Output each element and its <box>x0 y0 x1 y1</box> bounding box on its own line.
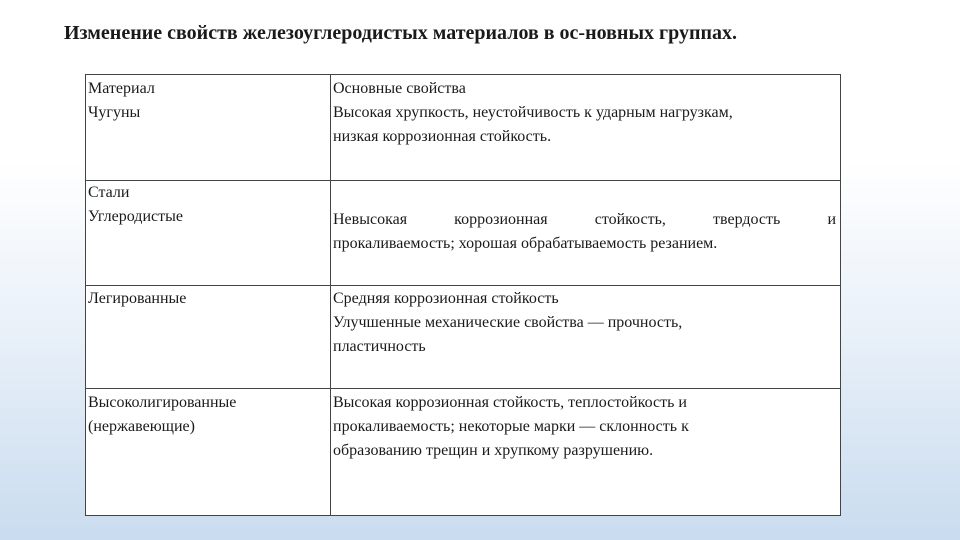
header-properties: Основные свойства <box>333 80 466 97</box>
material-cast-iron: Чугуны <box>88 104 141 121</box>
properties-high-alloyed-line2: прокаливаемость; некоторые марки — склонность к <box>333 418 689 435</box>
material-carbon-steels: Углеродистые <box>88 208 183 225</box>
material-high-alloyed-line1: Высоколигированные <box>88 394 237 411</box>
material-steels: Стали <box>88 184 130 201</box>
cell-material-alloyed <box>88 287 326 311</box>
properties-alloyed-line1: Средняя коррозионная стойкость <box>333 290 559 307</box>
properties-high-alloyed-line3: образованию трещин и хрупкому разрушению. <box>333 442 654 459</box>
properties-table <box>85 74 841 516</box>
properties-high-alloyed-line1: Высокая коррозионная стойкость, теплостойкость и <box>333 394 687 411</box>
cell-properties-cast-iron <box>333 77 836 149</box>
row-divider <box>86 388 840 389</box>
cell-properties-carbon-steels <box>333 208 836 256</box>
material-alloyed: Легированные <box>88 290 187 307</box>
properties-cast-iron-line2: низкая коррозионная стойкость. <box>333 128 552 145</box>
cell-properties-alloyed <box>333 287 836 359</box>
properties-alloyed-line2: Улучшенные механические свойства — прочность, <box>333 314 683 331</box>
properties-cast-iron-line1: Высокая хрупкость, неустойчивость к ударным нагрузкам, <box>333 104 733 121</box>
cell-material-high-alloyed <box>88 391 326 439</box>
cell-material-steels <box>88 181 326 229</box>
header-material: Материал <box>88 80 155 97</box>
properties-alloyed-line3: пластичность <box>333 338 426 355</box>
row-divider <box>86 285 840 286</box>
cell-properties-high-alloyed <box>333 391 836 463</box>
properties-carbon-line1: Невысокая коррозионная стойкость, твердость и <box>333 211 836 228</box>
column-divider <box>330 75 331 515</box>
cell-material-cast-iron <box>88 77 326 125</box>
slide-title: Изменение свойств железоуглеродистых материалов в ос-новных группах. <box>64 22 738 44</box>
properties-carbon-line2: прокаливаемость; хорошая обрабатываемость резанием. <box>333 235 718 252</box>
material-high-alloyed-line2: (нержавеющие) <box>88 418 195 435</box>
